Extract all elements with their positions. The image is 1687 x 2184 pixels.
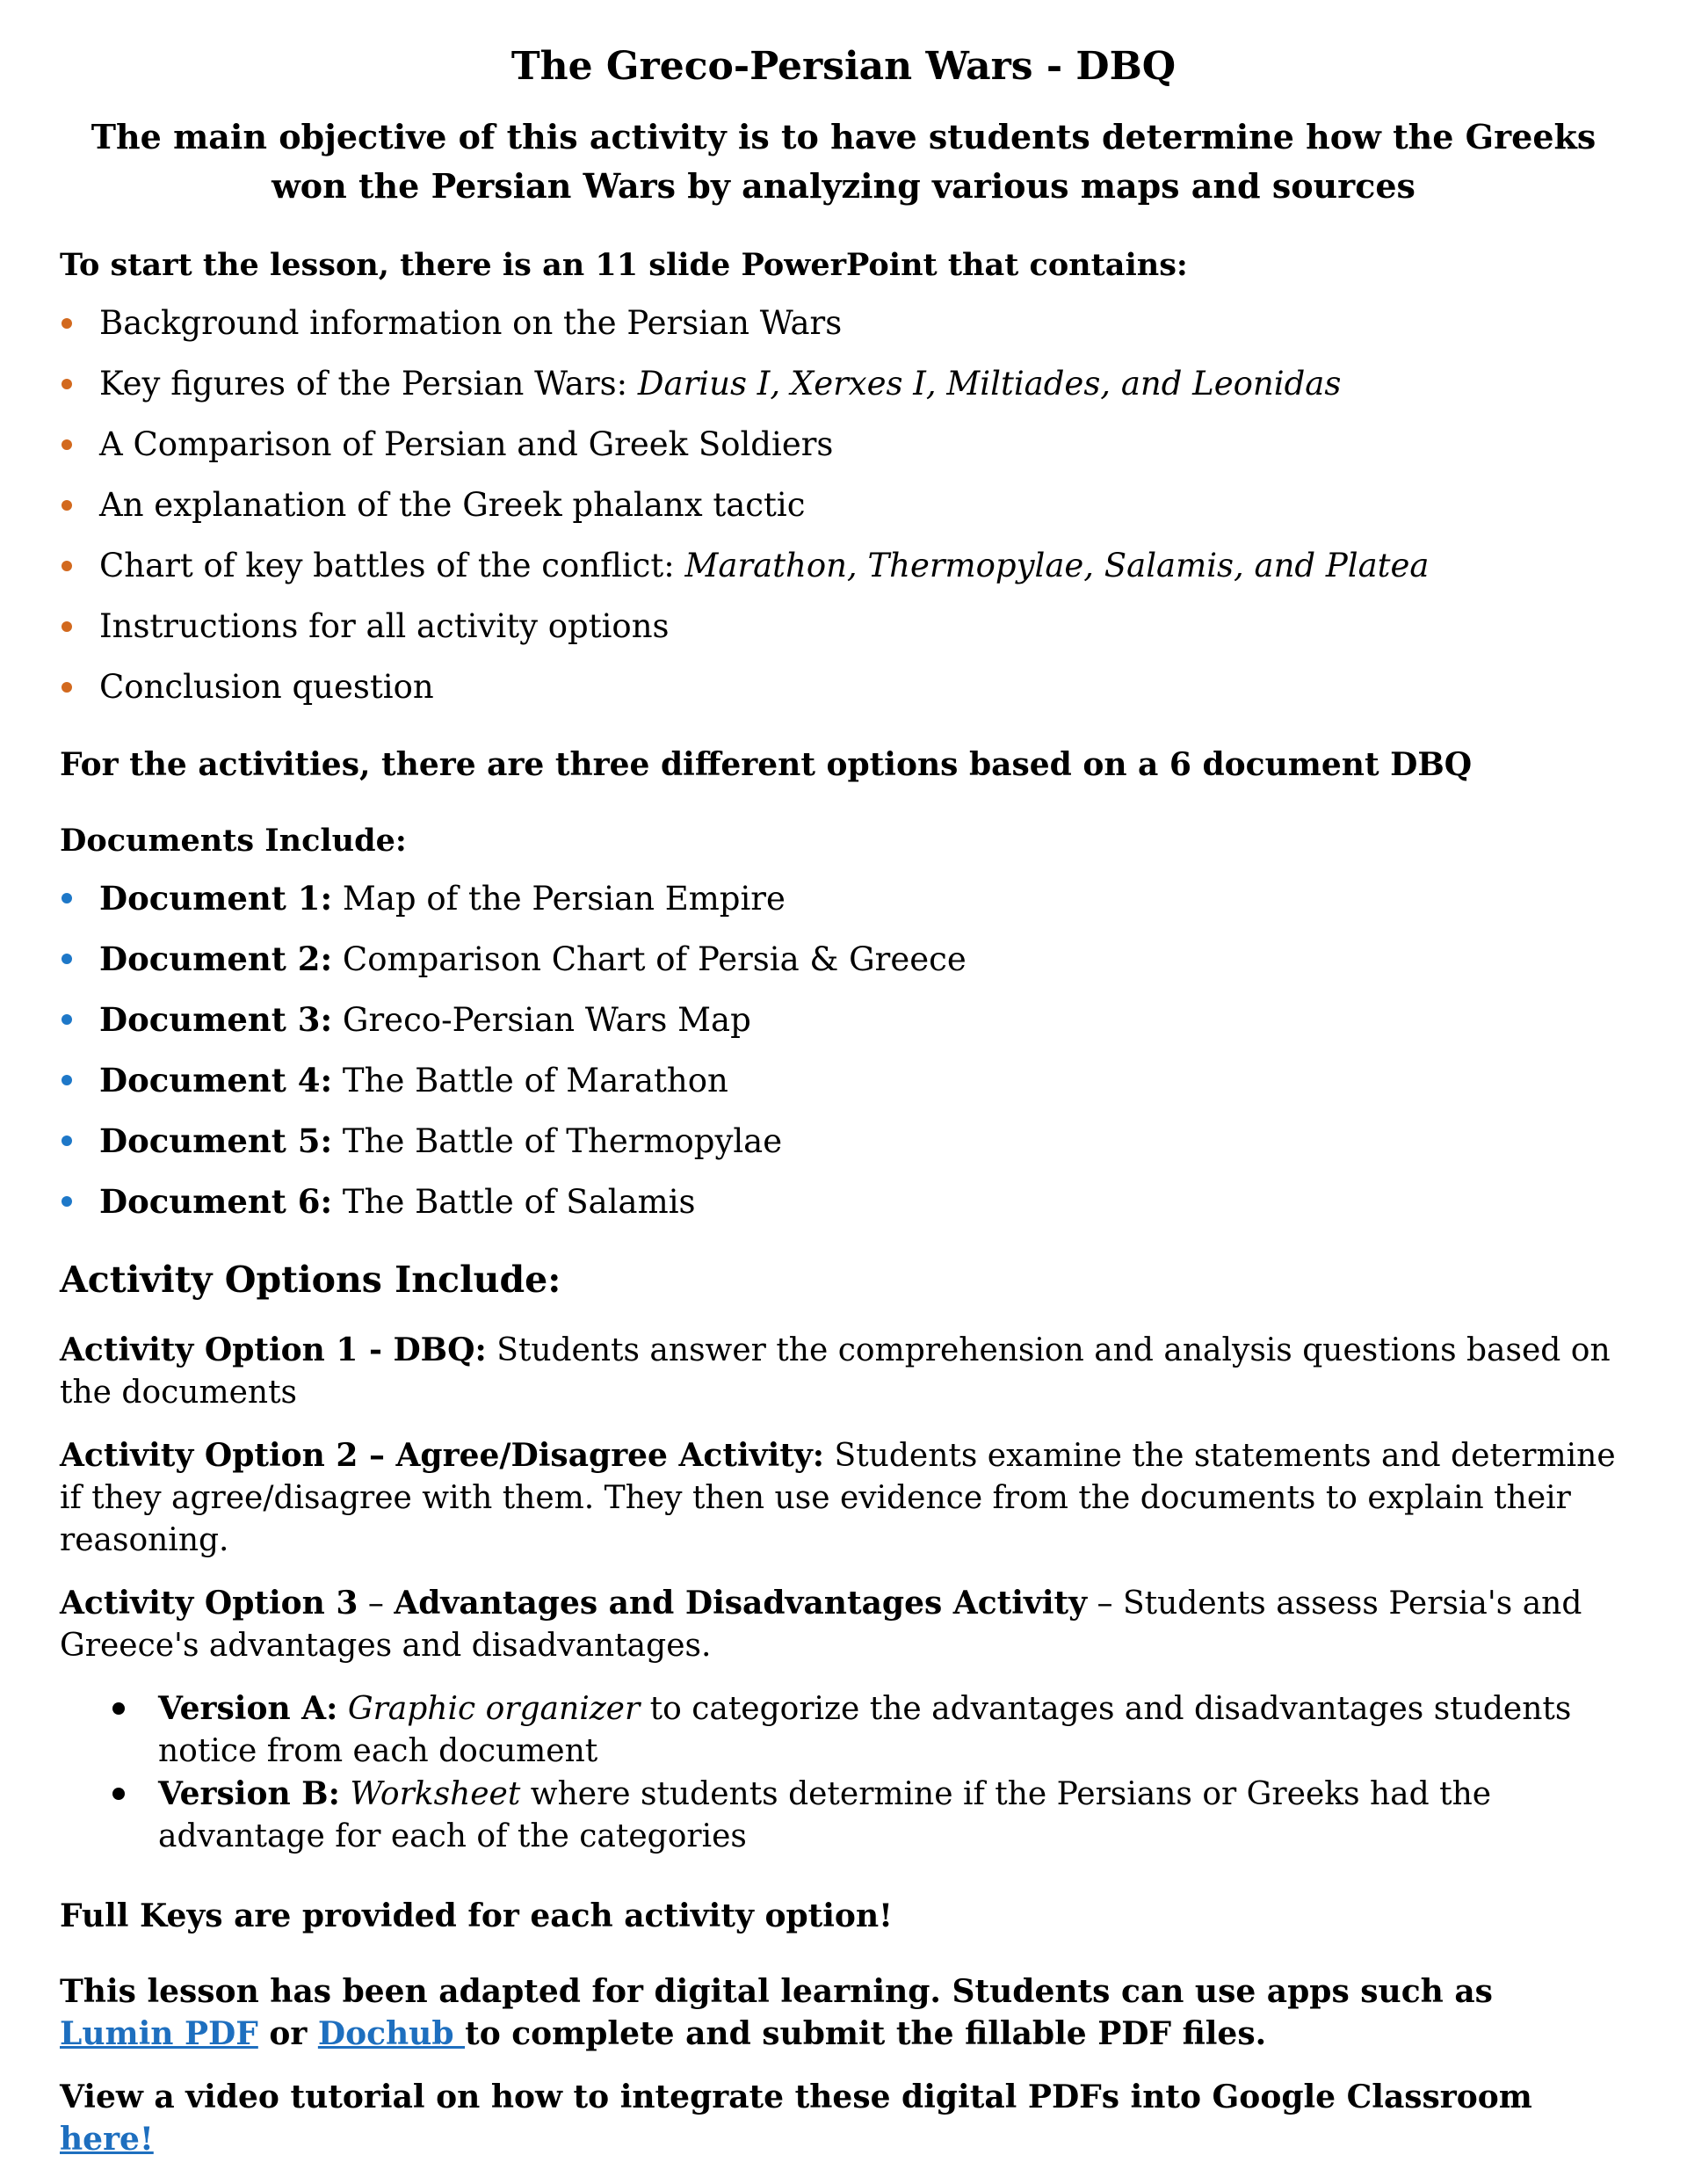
keys-note: Full Keys are provided for each activity option! [60, 1897, 893, 1934]
bullet-icon [62, 1075, 72, 1085]
list-item: Chart of key battles of the conflict: Marathon, Thermopylae, Salamis, and Platea [60, 545, 1617, 606]
bullet-icon [62, 318, 72, 329]
bullet-icon [62, 954, 72, 964]
list-item: Background information on the Persian Wars [60, 302, 1617, 363]
documents-heading: Documents Include: [60, 823, 407, 859]
activity-option-2: Activity Option 2 – Agree/Disagree Activity: Students examine the statements and determine if they agree/disagree with them. They then use evidence from the documents to explain their reasoning. [60, 1437, 1616, 1558]
bullet-icon [62, 379, 72, 389]
bullet-icon [62, 561, 72, 571]
list-item: Document 6: The Battle of Salamis [60, 1180, 1617, 1241]
dochub-link[interactable]: Dochub [317, 2015, 466, 2052]
activity-option-3: Activity Option 3 – Advantages and Disadvantages Activity – Students assess Persia's and Greece's advantages and disadvantages. [60, 1585, 1582, 1664]
bullet-icon [62, 621, 72, 632]
digital-learning-note: This lesson has been adapted for digital learning. Students can use apps such as Lumin PDF or Dochub to complete and submit the fillable PDF files. [60, 1973, 1493, 2052]
versions-list [105, 1687, 1608, 1858]
bullet-icon [62, 1136, 72, 1146]
intro-heading: To start the lesson, there is an 11 slide PowerPoint that contains: [60, 247, 1188, 283]
lumin-pdf-link[interactable]: Lumin PDF [60, 2015, 258, 2052]
bullet-icon [112, 1788, 125, 1800]
activities-heading: For the activities, there are three different options based on a 6 document DBQ [60, 746, 1473, 783]
bullet-icon [62, 1014, 72, 1025]
video-tutorial-note: View a video tutorial on how to integrate these digital PDFs into Google Classroom here! [60, 2079, 1532, 2158]
list-item: An explanation of the Greek phalanx tactic [60, 484, 1617, 545]
bullet-icon [62, 893, 72, 903]
list-item: Key figures of the Persian Wars: Darius I, Xerxes I, Miltiades, and Leonidas [60, 363, 1617, 424]
list-item: Instructions for all activity options [60, 606, 1617, 666]
list-item: Document 1: Map of the Persian Empire [60, 877, 1617, 938]
activity-options-heading: Activity Options Include: [60, 1259, 561, 1301]
bullet-icon [112, 1702, 125, 1715]
documents-list [60, 877, 1617, 1241]
list-item: Document 5: The Battle of Thermopylae [60, 1120, 1617, 1180]
powerpoint-contents-list [60, 302, 1617, 727]
video-tutorial-link[interactable]: here! [60, 2121, 154, 2158]
page-subtitle: The main objective of this activity is to have students determine how the Greeks won the Persian Wars by analyzing various maps and sources [91, 117, 1596, 206]
bullet-icon [62, 439, 72, 450]
bullet-icon [62, 500, 72, 511]
list-item: Document 2: Comparison Chart of Persia & Greece [60, 938, 1617, 998]
page-title: The Greco-Persian Wars - DBQ [510, 44, 1177, 89]
list-item: A Comparison of Persian and Greek Soldiers [60, 424, 1617, 484]
bullet-icon [62, 682, 72, 693]
list-item: Document 3: Greco-Persian Wars Map [60, 998, 1617, 1059]
activity-option-1: Activity Option 1 - DBQ: Students answer the comprehension and analysis questions based on the documents [60, 1331, 1611, 1411]
bullet-icon [62, 1196, 72, 1207]
list-item: Version B: Worksheet where students determine if the Persians or Greeks had the advantage for each of the categories [105, 1773, 1608, 1858]
list-item: Document 4: The Battle of Marathon [60, 1059, 1617, 1120]
list-item: Version A: Graphic organizer to categorize the advantages and disadvantages students notice from each document [105, 1687, 1608, 1773]
list-item: Conclusion question [60, 666, 1617, 727]
